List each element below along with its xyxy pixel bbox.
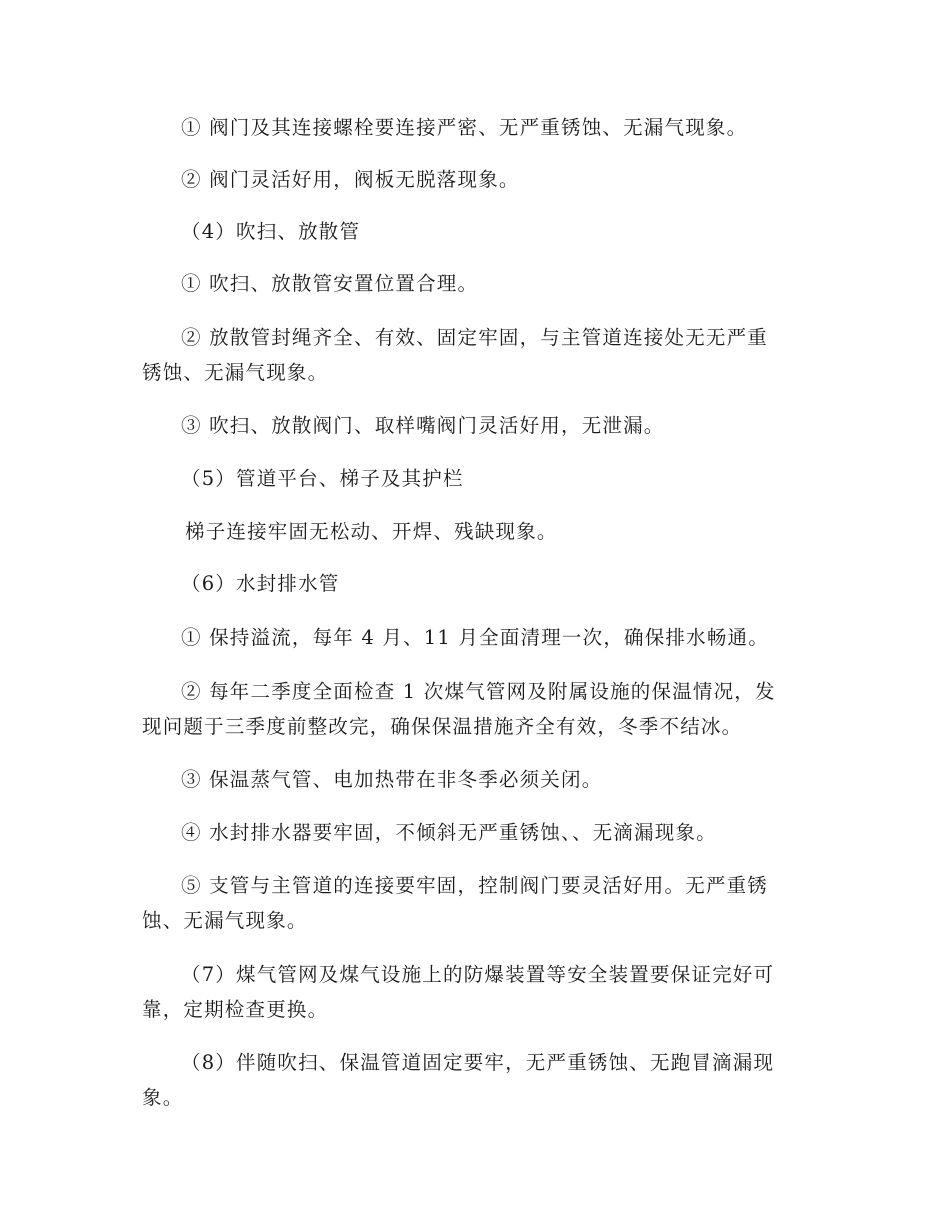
text-line: 靠，定期检查更换。 [142, 998, 329, 1021]
text-line: （5）管道平台、梯子及其护栏 [181, 467, 464, 490]
paragraph-overflow [142, 620, 810, 655]
text-line: 梯子连接牢固无松动、开焊、残缺现象。 [185, 520, 558, 543]
text-line: ① 阀门及其连接螺栓要连接严密、无严重锈蚀、无漏气现象。 [181, 116, 748, 139]
text-line: ③ 保温蒸气管、电加热带在非冬季必须关闭。 [181, 768, 603, 791]
text-line: ② 每年二季度全面检查 1 次煤气管网及附属设施的保温情况，发 [181, 680, 776, 703]
paragraph-steam-heating [142, 762, 810, 797]
paragraph-explosion-protection [142, 957, 810, 1027]
heading-water-seal-drain [142, 566, 810, 601]
paragraph-vent-seal [142, 320, 810, 390]
paragraph-insulation-check [142, 674, 810, 744]
text-line: ④ 水封排水器要牢固，不倾斜无严重锈蚀、、无滴漏现象。 [181, 821, 717, 844]
text-line: ② 放散管封绳齐全、有效、固定牢固，与主管道连接处无无严重 [181, 326, 768, 349]
heading-purge-vent-pipe [142, 214, 810, 249]
text-line: （8）伴随吹扫、保温管道固定要牢，无严重锈蚀、无跑冒滴漏现 [181, 1051, 775, 1074]
text-line: （7）煤气管网及煤气设施上的防爆装置等安全装置要保证完好可 [181, 963, 775, 986]
heading-platform-ladder [142, 461, 810, 496]
paragraph-ladder [142, 514, 810, 549]
paragraph-drain-firm [142, 815, 810, 850]
text-line: 锈蚀、无漏气现象。 [142, 361, 329, 384]
text-line: （6）水封排水管 [181, 572, 340, 595]
text-line: ① 吹扫、放散管安置位置合理。 [181, 272, 479, 295]
paragraph-tracing-pipe [142, 1045, 810, 1115]
text-line: （4）吹扫、放散管 [181, 220, 361, 243]
text-line: 蚀、无漏气现象。 [142, 909, 308, 932]
paragraph-valve-bolts [142, 110, 810, 145]
paragraph-valve-flexible [142, 162, 810, 197]
text-line: ③ 吹扫、放散阀门、取样嘴阀门灵活好用，无泄漏。 [181, 414, 665, 437]
text-line: ⑤ 支管与主管道的连接要牢固，控制阀门要灵活好用。无严重锈 [181, 874, 768, 897]
paragraph-vent-position [142, 266, 810, 301]
text-line: ② 阀门灵活好用，阀板无脱落现象。 [181, 168, 520, 191]
paragraph-vent-valve [142, 408, 810, 443]
text-line: 象。 [142, 1086, 184, 1109]
text-line: ① 保持溢流，每年 4 月、11 月全面清理一次，确保排水畅通。 [181, 626, 769, 649]
paragraph-branch-pipe [142, 868, 810, 938]
text-line: 现问题于三季度前整改完，确保保温措施齐全有效，冬季不结冰。 [142, 715, 743, 738]
